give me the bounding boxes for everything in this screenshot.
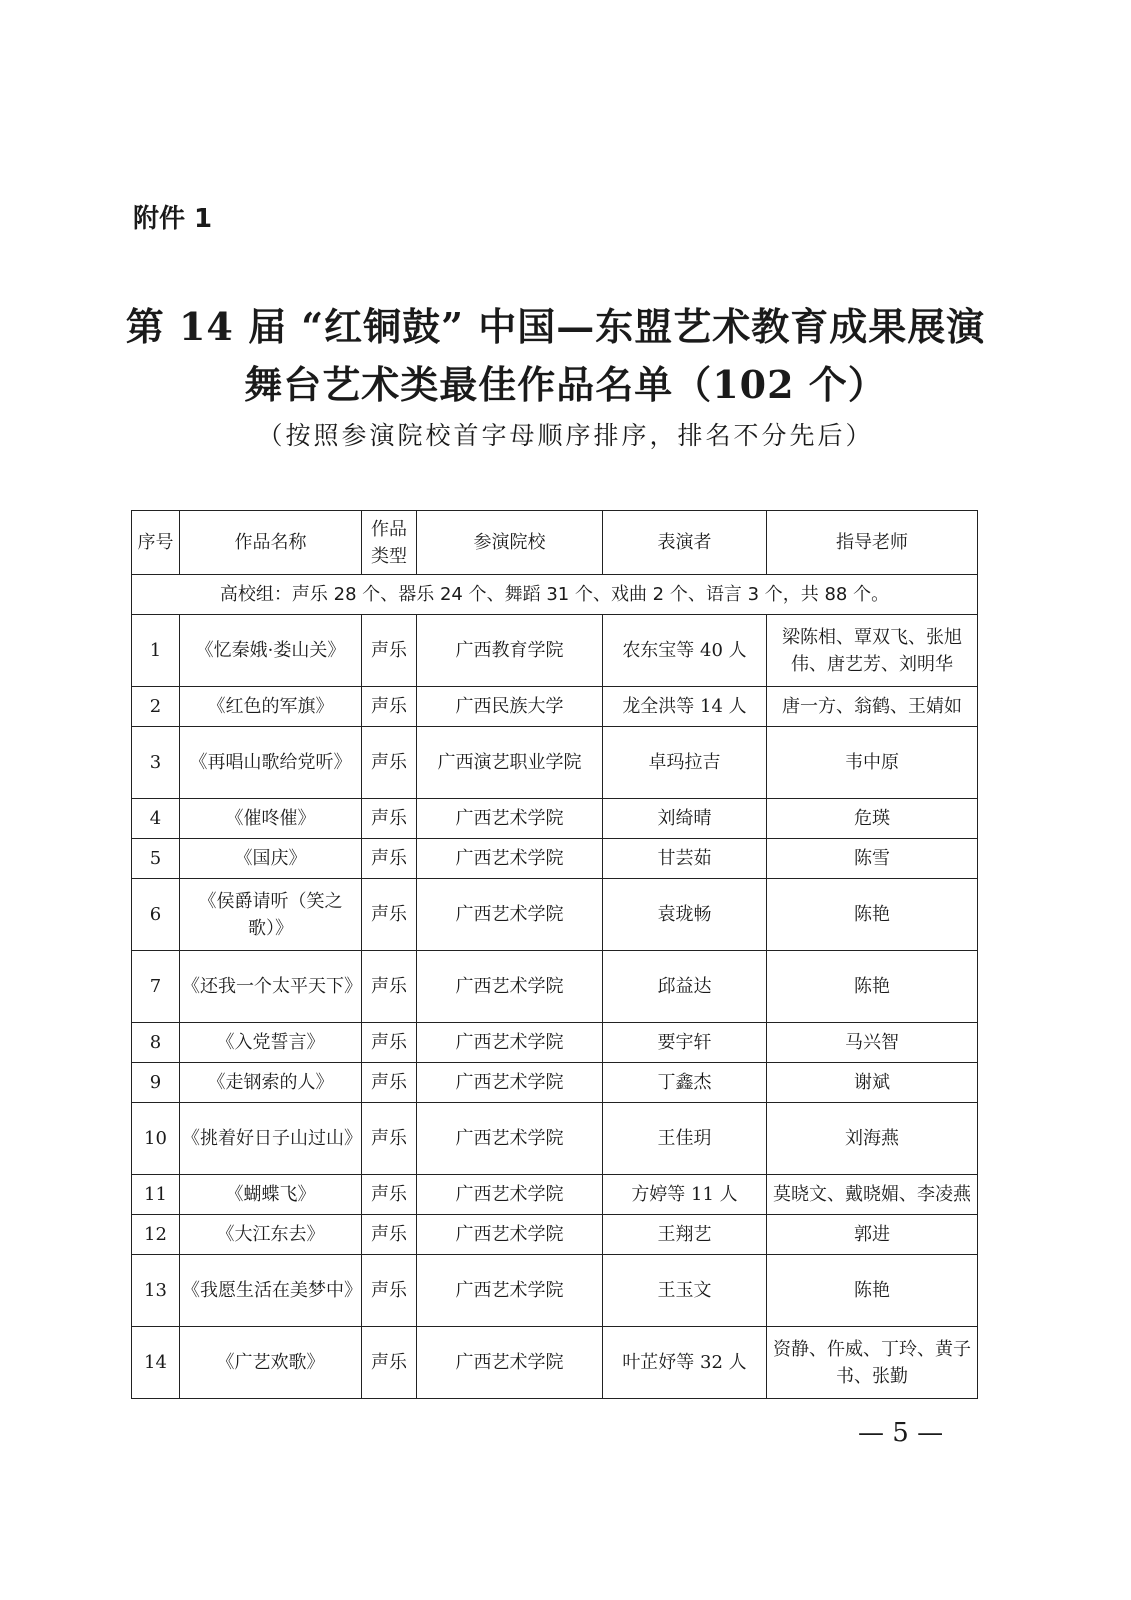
cell-no: 14 [132, 1327, 180, 1399]
cell-no: 8 [132, 1023, 180, 1063]
cell-school: 广西艺术学院 [417, 1327, 603, 1399]
cell-type: 声乐 [362, 1327, 417, 1399]
cell-teacher: 陈艳 [767, 879, 978, 951]
cell-school: 广西艺术学院 [417, 1255, 603, 1327]
cell-type: 声乐 [362, 1063, 417, 1103]
table-row [132, 879, 978, 951]
cell-performer: 卓玛拉吉 [603, 727, 767, 799]
table-row [132, 1175, 978, 1215]
cell-type: 声乐 [362, 951, 417, 1023]
table-row [132, 839, 978, 879]
cell-teacher: 梁陈相、覃双飞、张旭伟、唐艺芳、刘明华 [767, 615, 978, 687]
cell-type: 声乐 [362, 799, 417, 839]
cell-no: 4 [132, 799, 180, 839]
cell-work: 《忆秦娥·娄山关》 [180, 615, 362, 687]
header-type: 作品类型 [362, 511, 417, 575]
cell-no: 11 [132, 1175, 180, 1215]
cell-teacher: 马兴智 [767, 1023, 978, 1063]
title-line-2: 舞台艺术类最佳作品名单（102 个） [244, 362, 887, 407]
cell-no: 2 [132, 687, 180, 727]
table-row [132, 687, 978, 727]
table-row [132, 1215, 978, 1255]
cell-teacher: 莫晓文、戴晓媚、李凌燕 [767, 1175, 978, 1215]
cell-type: 声乐 [362, 1175, 417, 1215]
cell-no: 13 [132, 1255, 180, 1327]
cell-teacher: 韦中原 [767, 727, 978, 799]
cell-performer: 王佳玥 [603, 1103, 767, 1175]
cell-work: 《再唱山歌给党听》 [180, 727, 362, 799]
cell-work: 《入党誓言》 [180, 1023, 362, 1063]
cell-work: 《国庆》 [180, 839, 362, 879]
cell-work: 《走钢索的人》 [180, 1063, 362, 1103]
cell-work: 《侯爵请听（笑之歌）》 [180, 879, 362, 951]
cell-type: 声乐 [362, 879, 417, 951]
table-row [132, 727, 978, 799]
cell-school: 广西艺术学院 [417, 1023, 603, 1063]
cell-type: 声乐 [362, 1215, 417, 1255]
cell-type: 声乐 [362, 1255, 417, 1327]
table-header-row [132, 511, 978, 575]
cell-work: 《还我一个太平天下》 [180, 951, 362, 1023]
cell-no: 9 [132, 1063, 180, 1103]
page-number: — 5 — [858, 1418, 944, 1448]
cell-performer: 农东宝等 40 人 [603, 615, 767, 687]
cell-school: 广西艺术学院 [417, 799, 603, 839]
cell-performer: 刘绮晴 [603, 799, 767, 839]
cell-type: 声乐 [362, 615, 417, 687]
table-row [132, 951, 978, 1023]
header-work: 作品名称 [180, 511, 362, 575]
table-row [132, 1255, 978, 1327]
cell-work: 《广艺欢歌》 [180, 1327, 362, 1399]
cell-school: 广西演艺职业学院 [417, 727, 603, 799]
cell-work: 《催咚催》 [180, 799, 362, 839]
subtitle: （按照参演院校首字母顺序排序，排名不分先后） [257, 421, 874, 450]
header-no: 序号 [132, 511, 180, 575]
cell-teacher: 陈艳 [767, 1255, 978, 1327]
cell-type: 声乐 [362, 1103, 417, 1175]
cell-no: 12 [132, 1215, 180, 1255]
cell-work: 《蝴蝶飞》 [180, 1175, 362, 1215]
cell-school: 广西教育学院 [417, 615, 603, 687]
cell-school: 广西艺术学院 [417, 1175, 603, 1215]
cell-performer: 方婷等 11 人 [603, 1175, 767, 1215]
cell-no: 6 [132, 879, 180, 951]
cell-type: 声乐 [362, 1023, 417, 1063]
cell-type: 声乐 [362, 687, 417, 727]
works-table [131, 510, 978, 1399]
cell-school: 广西艺术学院 [417, 1215, 603, 1255]
cell-no: 10 [132, 1103, 180, 1175]
table-row [132, 615, 978, 687]
cell-teacher: 郭进 [767, 1215, 978, 1255]
cell-school: 广西艺术学院 [417, 879, 603, 951]
header-performer: 表演者 [603, 511, 767, 575]
cell-work: 《我愿生活在美梦中》 [180, 1255, 362, 1327]
cell-type: 声乐 [362, 727, 417, 799]
table-row [132, 1327, 978, 1399]
table-row [132, 799, 978, 839]
cell-performer: 要宇轩 [603, 1023, 767, 1063]
cell-work: 《大江东去》 [180, 1215, 362, 1255]
cell-teacher: 陈雪 [767, 839, 978, 879]
cell-performer: 袁珑畅 [603, 879, 767, 951]
attachment-label: 附件 1 [133, 204, 213, 234]
cell-teacher: 资静、仵威、丁玲、黄子书、张勤 [767, 1327, 978, 1399]
cell-teacher: 谢斌 [767, 1063, 978, 1103]
cell-performer: 邱益达 [603, 951, 767, 1023]
cell-no: 5 [132, 839, 180, 879]
cell-school: 广西艺术学院 [417, 951, 603, 1023]
cell-performer: 龙全洪等 14 人 [603, 687, 767, 727]
cell-school: 广西民族大学 [417, 687, 603, 727]
header-teacher: 指导老师 [767, 511, 978, 575]
cell-teacher: 危瑛 [767, 799, 978, 839]
cell-performer: 王玉文 [603, 1255, 767, 1327]
table-row [132, 1103, 978, 1175]
cell-school: 广西艺术学院 [417, 1103, 603, 1175]
cell-no: 3 [132, 727, 180, 799]
cell-no: 7 [132, 951, 180, 1023]
table-row [132, 1023, 978, 1063]
cell-performer: 甘芸茹 [603, 839, 767, 879]
cell-teacher: 陈艳 [767, 951, 978, 1023]
cell-performer: 叶芷妤等 32 人 [603, 1327, 767, 1399]
cell-performer: 丁鑫杰 [603, 1063, 767, 1103]
section-summary-row [132, 575, 978, 615]
cell-school: 广西艺术学院 [417, 839, 603, 879]
cell-work: 《挑着好日子山过山》 [180, 1103, 362, 1175]
cell-teacher: 唐一方、翁鹤、王婧如 [767, 687, 978, 727]
cell-no: 1 [132, 615, 180, 687]
cell-teacher: 刘海燕 [767, 1103, 978, 1175]
table-row [132, 1063, 978, 1103]
section-summary: 高校组：声乐 28 个、器乐 24 个、舞蹈 31 个、戏曲 2 个、语言 3 个，共 88 个。 [132, 575, 978, 615]
cell-type: 声乐 [362, 839, 417, 879]
cell-performer: 王翔艺 [603, 1215, 767, 1255]
title-line-1: 第 14 届 “红铜鼓” 中国—东盟艺术教育成果展演 [125, 304, 986, 349]
header-school: 参演院校 [417, 511, 603, 575]
cell-school: 广西艺术学院 [417, 1063, 603, 1103]
cell-work: 《红色的军旗》 [180, 687, 362, 727]
